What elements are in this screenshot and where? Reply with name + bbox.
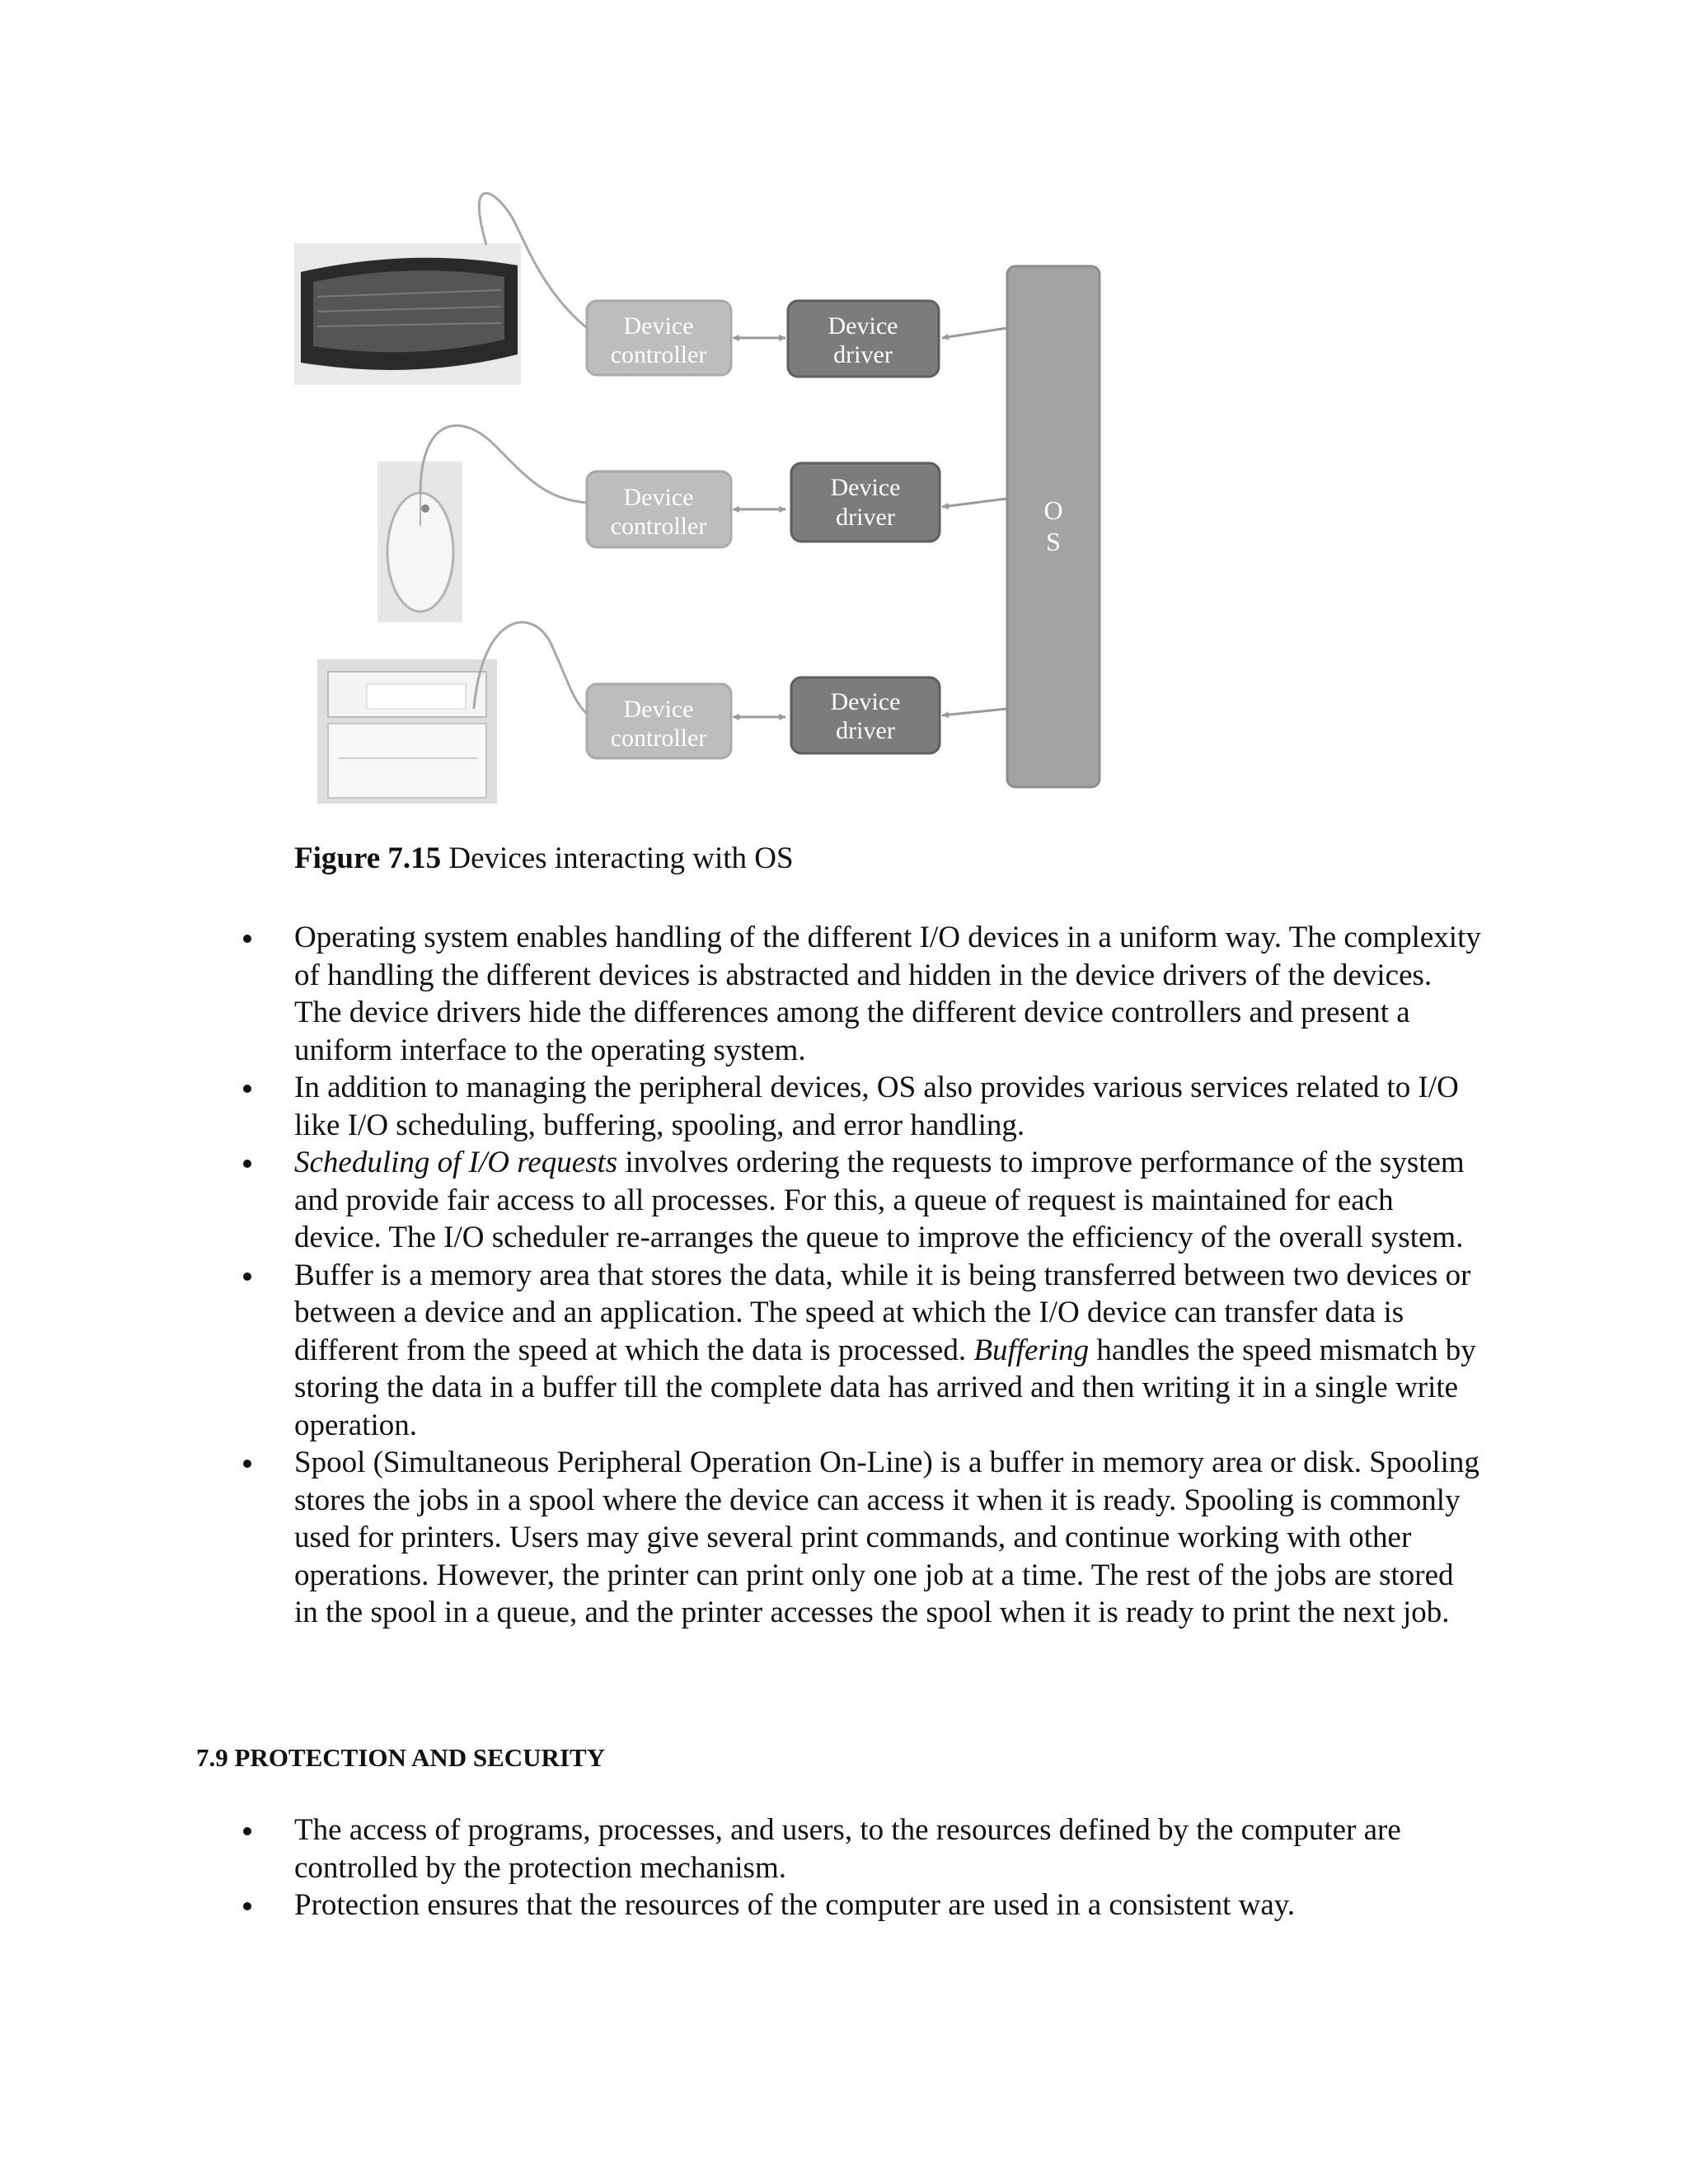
os-label-s: S <box>1046 527 1061 556</box>
controller-label-line1: Device <box>623 696 694 723</box>
device-driver-box <box>791 463 940 541</box>
list-item: In addition to managing the peripheral devices, OS also provides various services related to I/O like I/O scheduling, buffering, spooling, and error handling. <box>294 1069 1481 1144</box>
keyboard-image <box>294 243 521 385</box>
devices-os-figure <box>0 0 1688 824</box>
emphasis-text: Scheduling of I/O requests <box>294 1146 618 1179</box>
protection-bullet-list <box>294 1811 1481 1924</box>
list-item: The access of programs, processes, and users, to the resources defined by the computer are controlled by the protection mechanism. <box>294 1811 1481 1886</box>
os-driver-arrow <box>942 709 1007 715</box>
os-driver-arrow <box>942 328 1007 338</box>
device-controller-box <box>587 301 731 375</box>
io-bullet-list <box>294 919 1481 1632</box>
os-label-o: O <box>1043 495 1063 525</box>
driver-label-line2: driver <box>833 341 893 368</box>
figure-caption <box>294 839 794 879</box>
section-heading: 7.9 PROTECTION AND SECURITY <box>196 1743 606 1772</box>
device-driver-box <box>791 677 940 753</box>
driver-label-line2: driver <box>836 717 895 744</box>
figure-caption-text: Devices interacting with OS <box>441 841 794 875</box>
device-controller-box <box>587 471 731 547</box>
controller-label-line1: Device <box>623 312 694 340</box>
list-item: Operating system enables handling of the different I/O devices in a uniform way. The complexity of handling the different devices is abstracted and hidden in the device drivers of the devices. The device drivers hide the differences among the different device controllers and present a uniform interface to the operating system. <box>294 919 1481 1069</box>
controller-label-line2: controller <box>610 513 707 540</box>
printer-image <box>317 659 497 804</box>
list-item-text: handles the speed mismatch by storing the data in a buffer till the complete data has arrived and then writing it in a single write operation. <box>294 1333 1476 1442</box>
figure-caption-label: Figure 7.15 <box>294 841 442 875</box>
driver-label-line1: Device <box>830 474 901 501</box>
controller-label-line2: controller <box>610 341 707 368</box>
device-controller-box <box>587 684 731 758</box>
driver-label-line1: Device <box>830 688 901 715</box>
list-item: Protection ensures that the resources of the computer are used in a consistent way. <box>294 1886 1481 1924</box>
list-item-text: involves ordering the requests to improve performance of the system and provide fair access to all processes. For this, a queue of request is maintained for each device. The I/O scheduler re-arranges the queue to improve the efficiency of the overall system. <box>294 1146 1465 1254</box>
list-item: Spool (Simultaneous Peripheral Operation On-Line) is a buffer in memory area or disk. Spooling stores the jobs in a spool where the device can access it when it is ready. Spooling is commonly used for printers. Users may give several print commands, and continue working with other operations. However, the printer can print only one job at a time. The rest of the jobs are stored in the spool in a queue, and the printer accesses the spool when it is ready to print the next job. <box>294 1444 1481 1632</box>
driver-label-line2: driver <box>836 504 895 531</box>
list-item <box>294 1144 1481 1257</box>
os-bar <box>1007 266 1100 787</box>
driver-label-line1: Device <box>828 312 898 340</box>
controller-label-line1: Device <box>623 484 694 511</box>
list-item <box>294 1257 1481 1445</box>
device-driver-box <box>788 301 939 377</box>
emphasis-text: Buffering <box>973 1333 1090 1367</box>
list-item-text: Buffer is a memory area that stores the data, while it is being transferred between two devices or between a device and an application. The speed at which the I/O device can transfer data is different from the speed at which the data is processed. <box>294 1258 1471 1367</box>
os-driver-arrow <box>942 499 1007 507</box>
controller-label-line2: controller <box>610 724 707 752</box>
